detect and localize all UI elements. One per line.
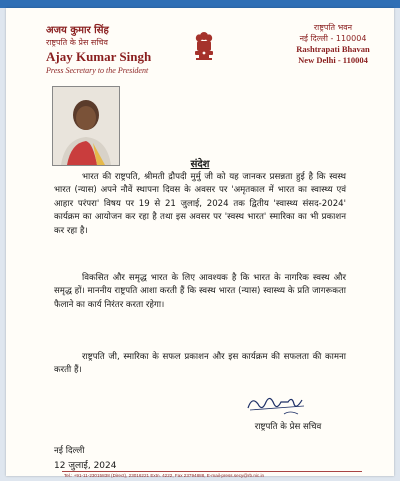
message-paragraph-3: राष्ट्रपति जी, स्मारिका के सफल प्रकाशन और इस कार्यक्रम की सफलता की कामना करती हैं। xyxy=(54,352,346,376)
message-paragraph-1: भारत की राष्ट्रपति, श्रीमती द्रौपदी मुर्मु जी को यह जानकर प्रसन्नता हुई है कि स्वस्थ भारत (न्यास) अपने नौवें स्थापना दिवस के अवसर पर 'अमृतकाल में भारत का स्वास्थ्य एवं आहार परंपरा' विषय पर 19 से 21 जुलाई, 2024 तक द्वितीय 'स्वास्थ्य संसद-2024' कार्यक्रम का आयोजन कर रहा है तथा इस अवसर पर 'स्वस्थ भारत' स्मारिका का भी प्रकाशन कर रहा है। xyxy=(54,172,346,236)
handwritten-signature xyxy=(244,390,310,420)
sender-block xyxy=(46,22,196,75)
address-block xyxy=(288,22,378,66)
top-border-strip xyxy=(0,0,400,8)
message-paragraph-2: विकसित और समृद्ध भारत के लिए आवश्यक है कि भारत के नागरिक स्वस्थ और समृद्ध हों। माननीय राष्ट्रपति आशा करती हैं कि स्वस्थ भारत (न्यास) स्वास्थ्य के प्रति जागरूकता फैलाने का कार्य निरंतर करता रहेगा। xyxy=(54,273,346,310)
president-photo xyxy=(52,86,120,166)
national-emblem-icon xyxy=(193,30,215,64)
signature-designation: राष्ट्रपति के प्रेस सचिव xyxy=(254,422,322,432)
sender-english-title: Press Secretary to the President xyxy=(46,66,149,75)
letter-sheet xyxy=(6,8,394,476)
address-english-line1: Rashtrapati Bhavan xyxy=(296,44,370,54)
letter-place: नई दिल्ली xyxy=(54,446,85,456)
address-hindi-line2: नई दिल्ली - 110004 xyxy=(299,34,367,43)
address-hindi-line1: राष्ट्रपति भवन xyxy=(313,23,353,32)
sender-english-name: Ajay Kumar Singh xyxy=(46,49,152,64)
sender-hindi-title: राष्ट्रपति के प्रेस सचिव xyxy=(46,38,108,47)
footer-contact: Tel.: +91-11-23015838 (Direct), 23016221 Extn. 4222, Fax 23794888, E-mail-press.secy@rb.nic.in xyxy=(64,473,265,478)
footer-divider xyxy=(62,471,362,472)
address-english-line2: New Delhi - 110004 xyxy=(298,55,368,65)
message-heading: संदेश xyxy=(190,159,210,170)
sender-hindi-name: अजय कुमार सिंह xyxy=(46,25,109,36)
letter-date: 12 जुलाई, 2024 xyxy=(54,461,117,471)
